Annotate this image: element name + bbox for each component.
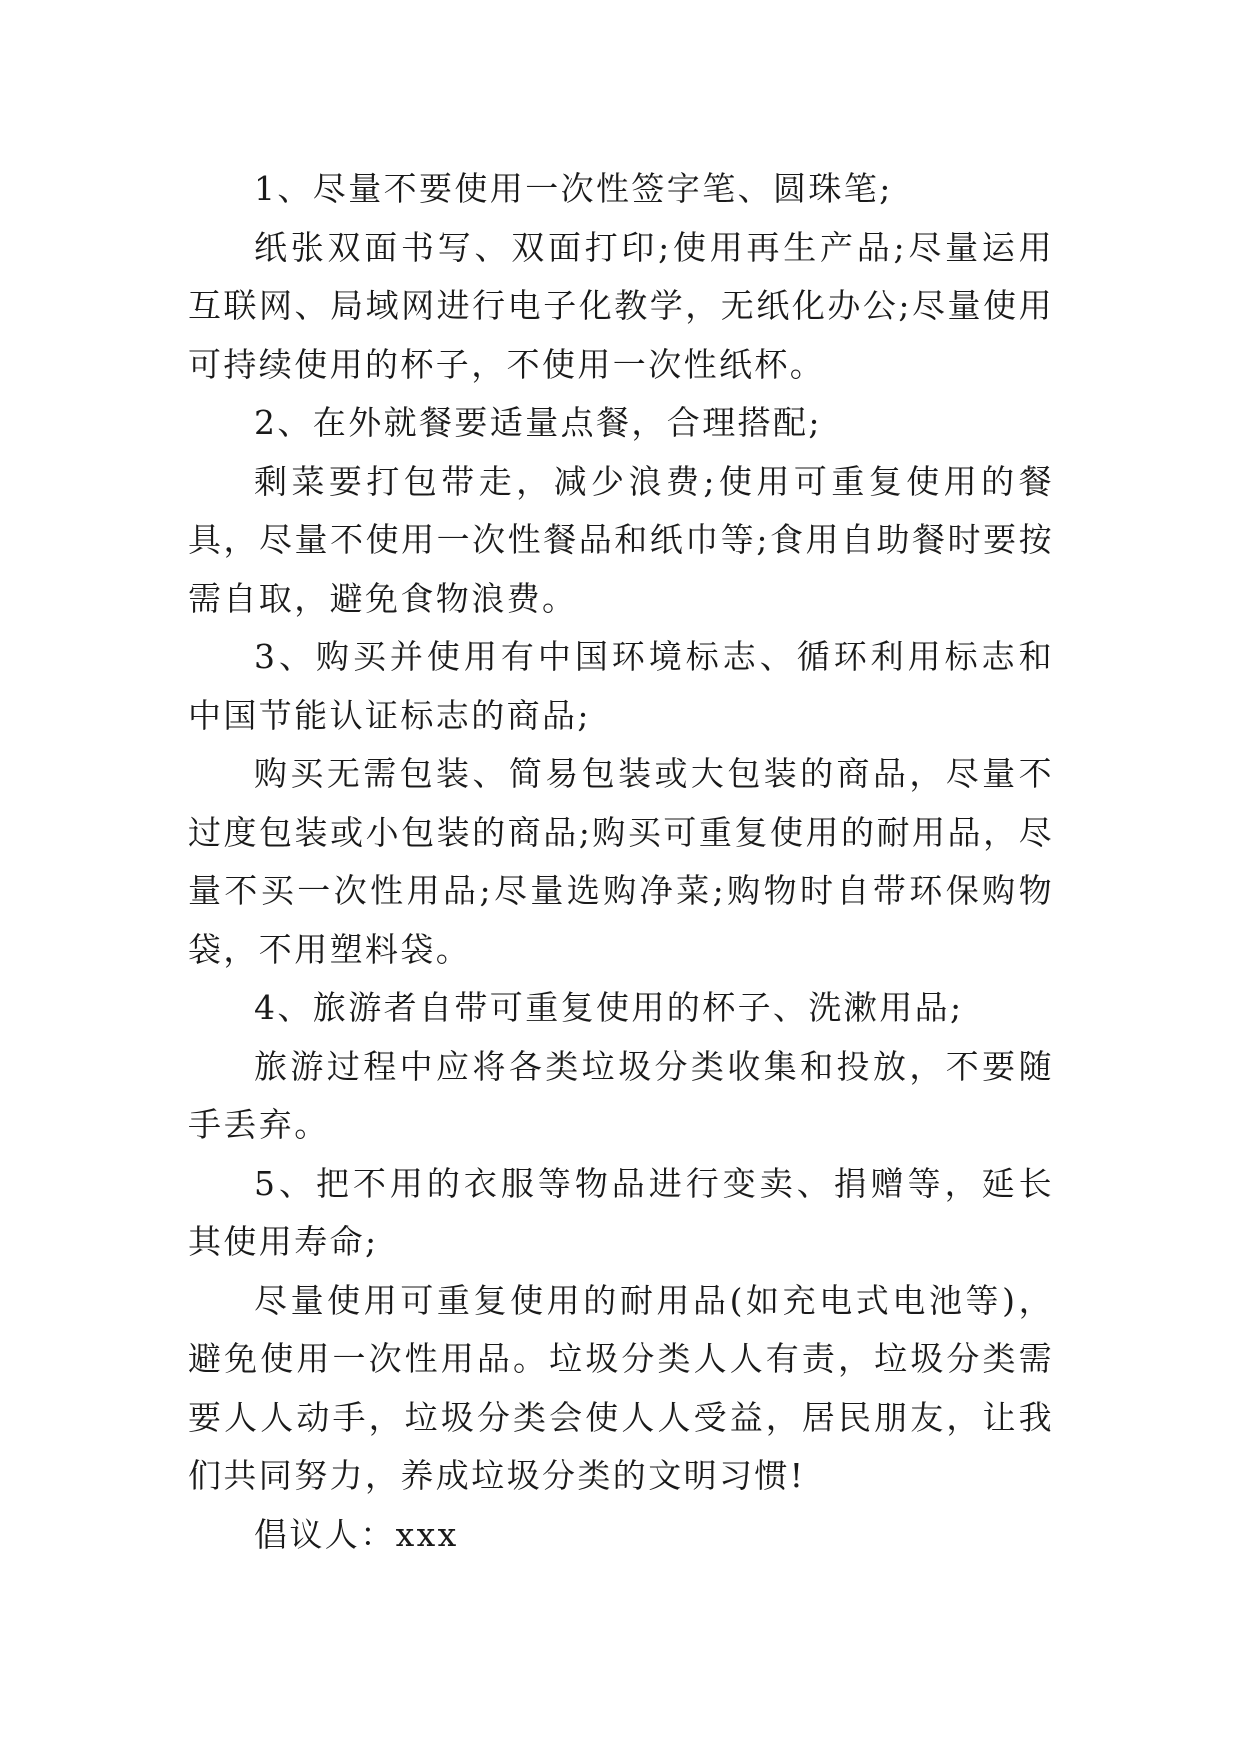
document-body [188, 160, 1054, 1564]
paragraph-closing: 尽量使用可重复使用的耐用品(如充电式电池等)，避免使用一次性用品。垃圾分类人人有责，垃圾分类需要人人动手，垃圾分类会使人人受益，居民朋友，让我们共同努力，养成垃圾分类的文明习惯! [188, 1280, 1054, 1495]
paragraph-item-4: 4、旅游者自带可重复使用的杯子、洗漱用品; [254, 988, 964, 1027]
paragraph-item-5: 5、把不用的衣服等物品进行变卖、捐赠等，延长其使用寿命; [188, 1163, 1054, 1261]
signature-line: 倡议人：xxx [254, 1514, 459, 1554]
paragraph-item-1: 1、尽量不要使用一次性签字笔、圆珠笔; [254, 169, 893, 208]
paragraph-paper-saving: 纸张双面书写、双面打印;使用再生产品;尽量运用互联网、局域网进行电子化教学，无纸化办公;尽量使用可持续使用的杯子，不使用一次性纸杯。 [188, 227, 1054, 384]
paragraph-travel: 旅游过程中应将各类垃圾分类收集和投放，不要随手丢弃。 [188, 1046, 1054, 1144]
paragraph-item-3: 3、购买并使用有中国环境标志、循环利用标志和中国节能认证标志的商品; [188, 637, 1054, 735]
paragraph-shopping: 购买无需包装、简易包装或大包装的商品，尽量不过度包装或小包装的商品;购买可重复使用的耐用品，尽量不买一次性用品;尽量选购净菜;购物时自带环保购物袋，不用塑料袋。 [188, 754, 1054, 969]
paragraph-item-2: 2、在外就餐要适量点餐，合理搭配; [254, 403, 822, 442]
paragraph-dining: 剩菜要打包带走，减少浪费;使用可重复使用的餐具，尽量不使用一次性餐品和纸巾等;食用自助餐时要按需自取，避免食物浪费。 [188, 461, 1054, 618]
